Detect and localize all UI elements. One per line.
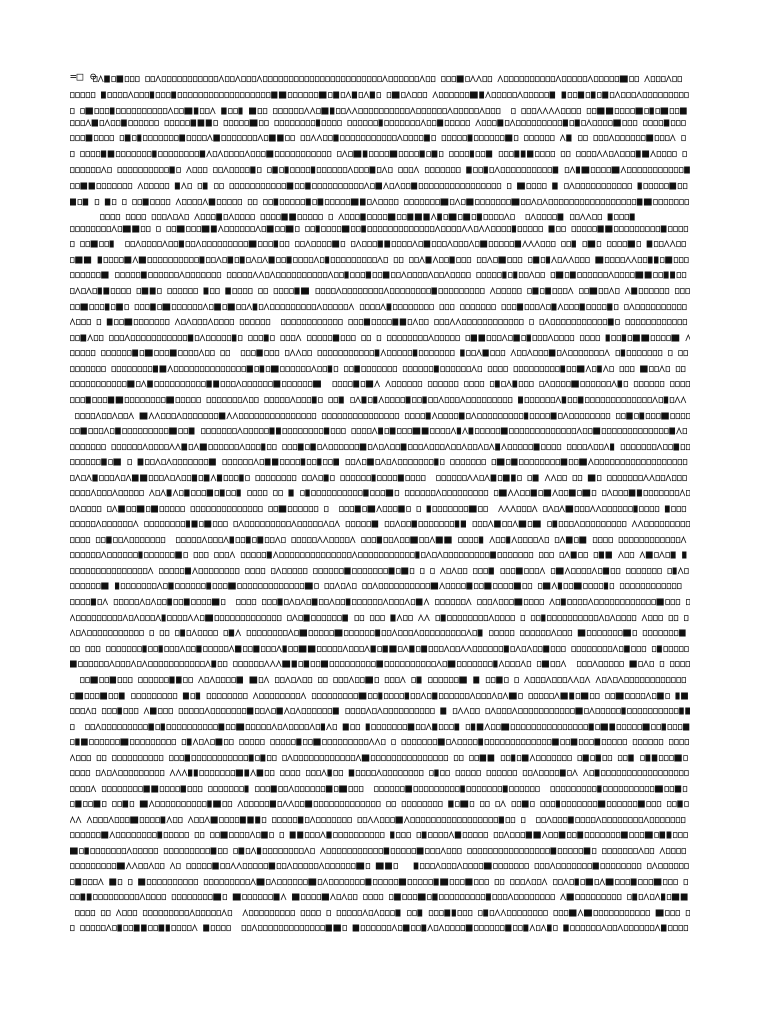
- garbled-text-line: [70, 474, 690, 482]
- garbled-text-line: [70, 134, 690, 142]
- garbled-text-line: [70, 551, 690, 559]
- garbled-text-line: [70, 349, 690, 357]
- garbled-text-line: [70, 396, 690, 404]
- garbled-text-line: [70, 198, 690, 206]
- garbled-text-line: [70, 785, 690, 793]
- garbled-text-line: [88, 75, 686, 83]
- garbled-text-line: [70, 536, 690, 544]
- garbled-text-line: [70, 318, 690, 326]
- garbled-text-line: [70, 645, 690, 653]
- garbled-text-line: [70, 150, 690, 158]
- garbled-text-line: [70, 458, 690, 466]
- garbled-text-line: [70, 303, 690, 311]
- garbled-text-line: [70, 909, 690, 917]
- garbled-text-line: [70, 629, 690, 637]
- garbled-text-line: [70, 754, 690, 762]
- garbled-text-line: [70, 240, 690, 248]
- garbled-text-line: [70, 816, 690, 824]
- garbled-text-line: [70, 520, 690, 528]
- garbled-text-line: [70, 723, 690, 731]
- garbled-text-line: [70, 182, 690, 190]
- garbled-text-line: [70, 271, 690, 279]
- garbled-text-line: [70, 893, 690, 901]
- garbled-text-line: [70, 924, 690, 932]
- garbled-text-line: [70, 334, 690, 342]
- garbled-text-line: [70, 119, 690, 127]
- garbled-text-line: [100, 213, 636, 221]
- garbled-text-line: [70, 707, 690, 715]
- garbled-text-line: [70, 598, 690, 606]
- garbled-text-line: [70, 443, 690, 451]
- garbled-text-line: [70, 567, 690, 575]
- garbled-text-line: [70, 614, 690, 622]
- garbled-text-line: [70, 489, 690, 497]
- garbled-text-line: [70, 427, 690, 435]
- garbled-text-line: [70, 676, 690, 684]
- leading-glyph-run: =□ ⊖: [70, 70, 97, 83]
- garbled-text-line: [70, 831, 690, 839]
- garbled-text-line: [70, 365, 690, 373]
- garbled-text-line: [70, 380, 690, 388]
- garbled-text-line: [70, 287, 690, 295]
- garbled-text-line: [70, 738, 690, 746]
- garbled-text-line: [70, 582, 690, 590]
- garbled-text-line: [70, 862, 690, 870]
- garbled-text-line: [70, 91, 690, 99]
- garbled-text-line: [70, 660, 690, 668]
- garbled-text-line: [70, 412, 690, 420]
- garbled-text-line: [70, 256, 690, 264]
- garbled-text-line: [70, 692, 690, 700]
- garbled-text-line: [70, 166, 690, 174]
- garbled-text-line: [70, 225, 690, 233]
- garbled-text-line: [70, 878, 690, 886]
- garbled-text-line: [70, 505, 690, 513]
- garbled-text-line: [70, 800, 690, 808]
- garbled-text-line: [70, 769, 690, 777]
- garbled-text-line: [70, 847, 690, 855]
- garbled-text-line: [70, 107, 690, 115]
